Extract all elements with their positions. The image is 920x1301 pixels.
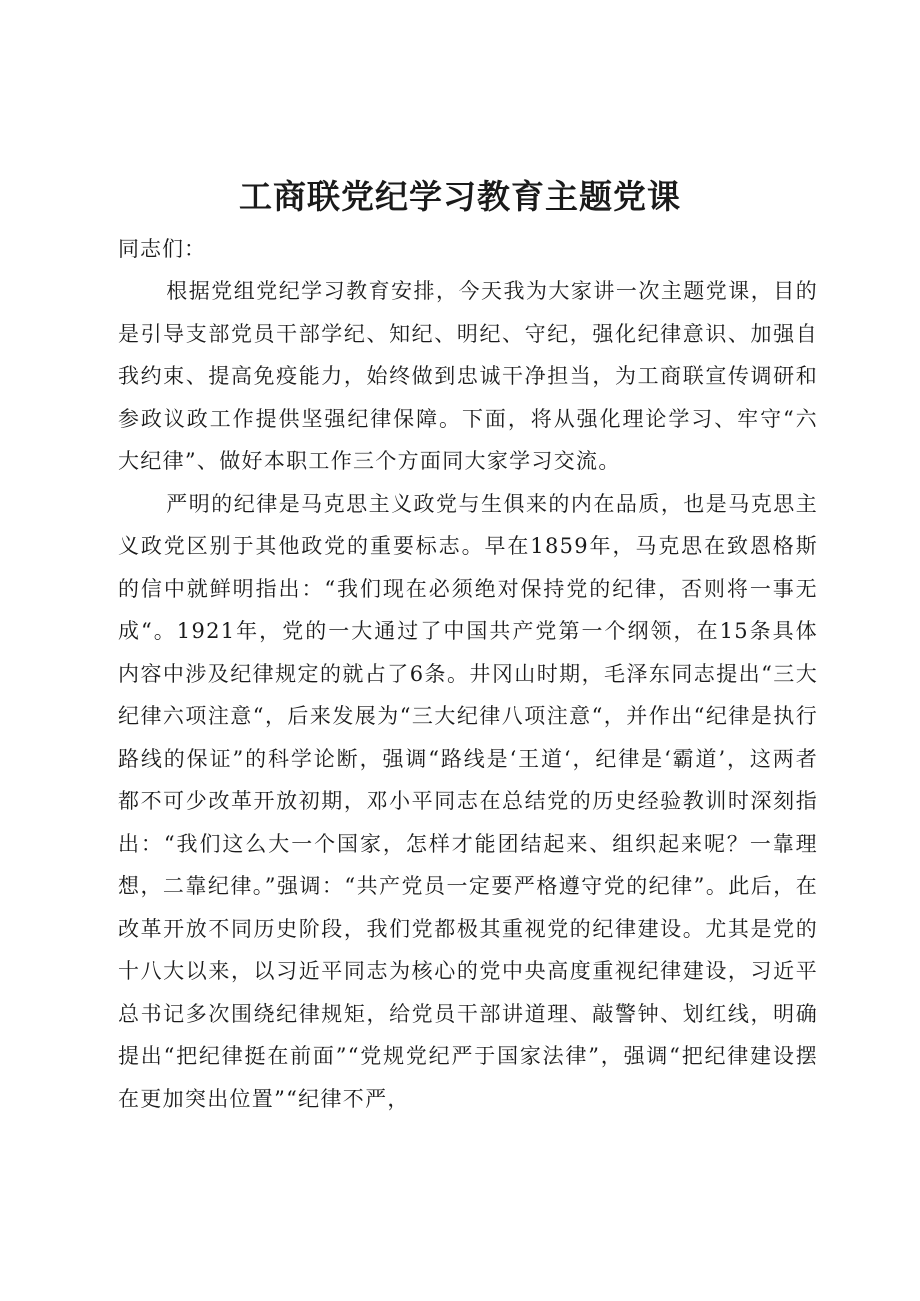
paragraph-discipline-history: 严明的纪律是马克思主义政党与生俱来的内在品质，也是马克思主义政党区别于其他政党的重要标志。早在1859年，马克思在致恩格斯的信中就鲜明指出：“我们现在必须绝对保持党的纪律，否则将一事无成“。1921年，党的一大通过了中国共产党第一个纲领，在15条具体内容中涉及纪律规定的就占了6条。井冈山时期，毛泽东同志提出“三大纪律六项注意“，后来发展为“三大纪律八项注意“，并作出“纪律是执行路线的保证”的科学论断，强调“路线是‘王道‘，纪律是‘霸道’，这两者都不可少改革开放初期，邓小平同志在总结党的历史经验教训时深刻指出：“我们这么大一个国家，怎样才能团结起来、组织起来呢？一靠理想，二靠纪律。”强调：“共产党员一定要严格遵守党的纪律”。此后，在改革开放不同历史阶段，我们党都极其重视党的纪律建设。尤其是党的十八大以来，以习近平同志为核心的党中央高度重视纪律建设，习近平总书记多次围绕纪律规矩，给党员干部讲道理、敲警钟、划红线，明确提出“把纪律挺在前面”“党规党纪严于国家法律”，强调“把纪律建设摆在更加突出位置”“纪律不严， <box>118 491 818 1111</box>
document-title: 工商联党纪学习教育主题党课 <box>239 177 681 216</box>
paragraph-intro: 根据党组党纪学习教育安排，今天我为大家讲一次主题党课，目的是引导支部党员干部学纪、知纪、明纪、守纪，强化纪律意识、加强自我约束、提高免疫能力，始终做到忠诚干净担当，为工商联宣传调研和参政议政工作提供坚强纪律保障。下面，将从强化理论学习、牢守“六大纪律”、做好本职工作三个方面同大家学习交流。 <box>118 279 818 473</box>
document-body <box>118 228 818 1120</box>
salutation: 同志们： <box>118 237 206 261</box>
